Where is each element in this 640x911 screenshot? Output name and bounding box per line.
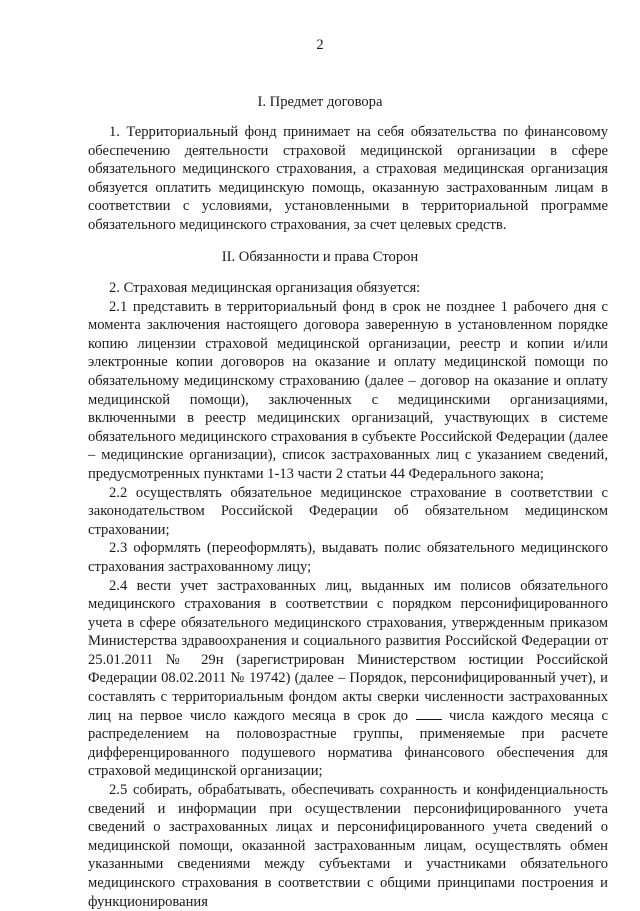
paragraph-2-4 <box>88 577 608 782</box>
paragraph-2-1: 2.1 представить в территориальный фонд в срок не позднее 1 рабочего дня с момента заключения настоящего договора заверенную в установленном порядке копию лицензии страховой медицинской организации, реестр и копии и/или электронные копии договоров на оказание и оплату медицинской помощи по обязательному медицинскому страхованию (далее – договор на оказание и оплату медицинской помощи), заключенных с медицинскими организациями, включенными в реестр медицинских организаций, участвующих в системе обязательного медицинского страхования в субъекте Российской Федерации (далее – медицинские организации), список застрахованных лиц с указанием сведений, предусмотренных пунктами 1-13 части 2 статьи 44 Федерального закона; <box>88 298 608 482</box>
paragraph-2: 2. Страховая медицинская организация обязуется: <box>109 280 421 296</box>
section-1-body <box>88 123 608 235</box>
section-2-title: II. Обязанности и права Сторон <box>221 249 419 265</box>
page-number: 2 <box>316 37 324 53</box>
paragraph-2-5: 2.5 собирать, обрабатывать, обеспечивать сохранность и конфиденциальность сведений и информации при осуществлении персонифицированного учета сведений о застрахованных лицах и персонифицированного учета сведений о медицинской помощи, оказанной застрахованным лицам, осуществлять обмен указанными сведениями между субъектами и участниками обязательного медицинского страхования в соответствии с общими принципами построения и функционирования <box>88 782 608 910</box>
section-1-title: I. Предмет договора <box>257 94 383 110</box>
section-2-body <box>88 279 608 911</box>
paragraph-2-2: 2.2 осуществлять обязательное медицинское страхование в соответствии с законодательством Российской Федерации об обязательном медицинском страховании; <box>88 484 608 538</box>
date-blank-field <box>416 707 442 720</box>
paragraph-2-4-part-1: 2.4 вести учет застрахованных лиц, выданных им полисов обязательного медицинского страхования в соответствии с порядком персонифицированного учета в сфере обязательного медицинского страхования, утвержденным приказом Министерства здравоохранения и социального развития Российской Федерации от 25.01.2011 № 29н (зарегистрирован Министерством юстиции Российской Федерации 08.02.2011 № 19742) (далее – Порядок, персонифицированный учет), и составлять с территориальным фондом акты сверки численности застрахованных лиц на первое число каждого месяца в срок до <box>88 577 608 724</box>
paragraph-1: 1. Территориальный фонд принимает на себя обязательства по финансовому обеспечению деятельности страховой медицинской организации в сфере обязательного медицинского страхования, а страховая медицинская организация обязуется оплатить медицинскую помощь, оказанную застрахованным лицам в соответствии с условиями, установленными в территориальной программе обязательного медицинского страхования, за счет целевых средств. <box>88 124 608 233</box>
paragraph-2-4-part-2: числа каждого месяца с распределением на половозрастные группы, применяемые при расчете дифференцированного подушевого норматива финансового обеспечения для страховой медицинской организации; <box>88 707 609 780</box>
paragraph-2-3: 2.3 оформлять (переоформлять), выдавать полис обязательного медицинского страхования застрахованному лицу; <box>88 540 608 575</box>
